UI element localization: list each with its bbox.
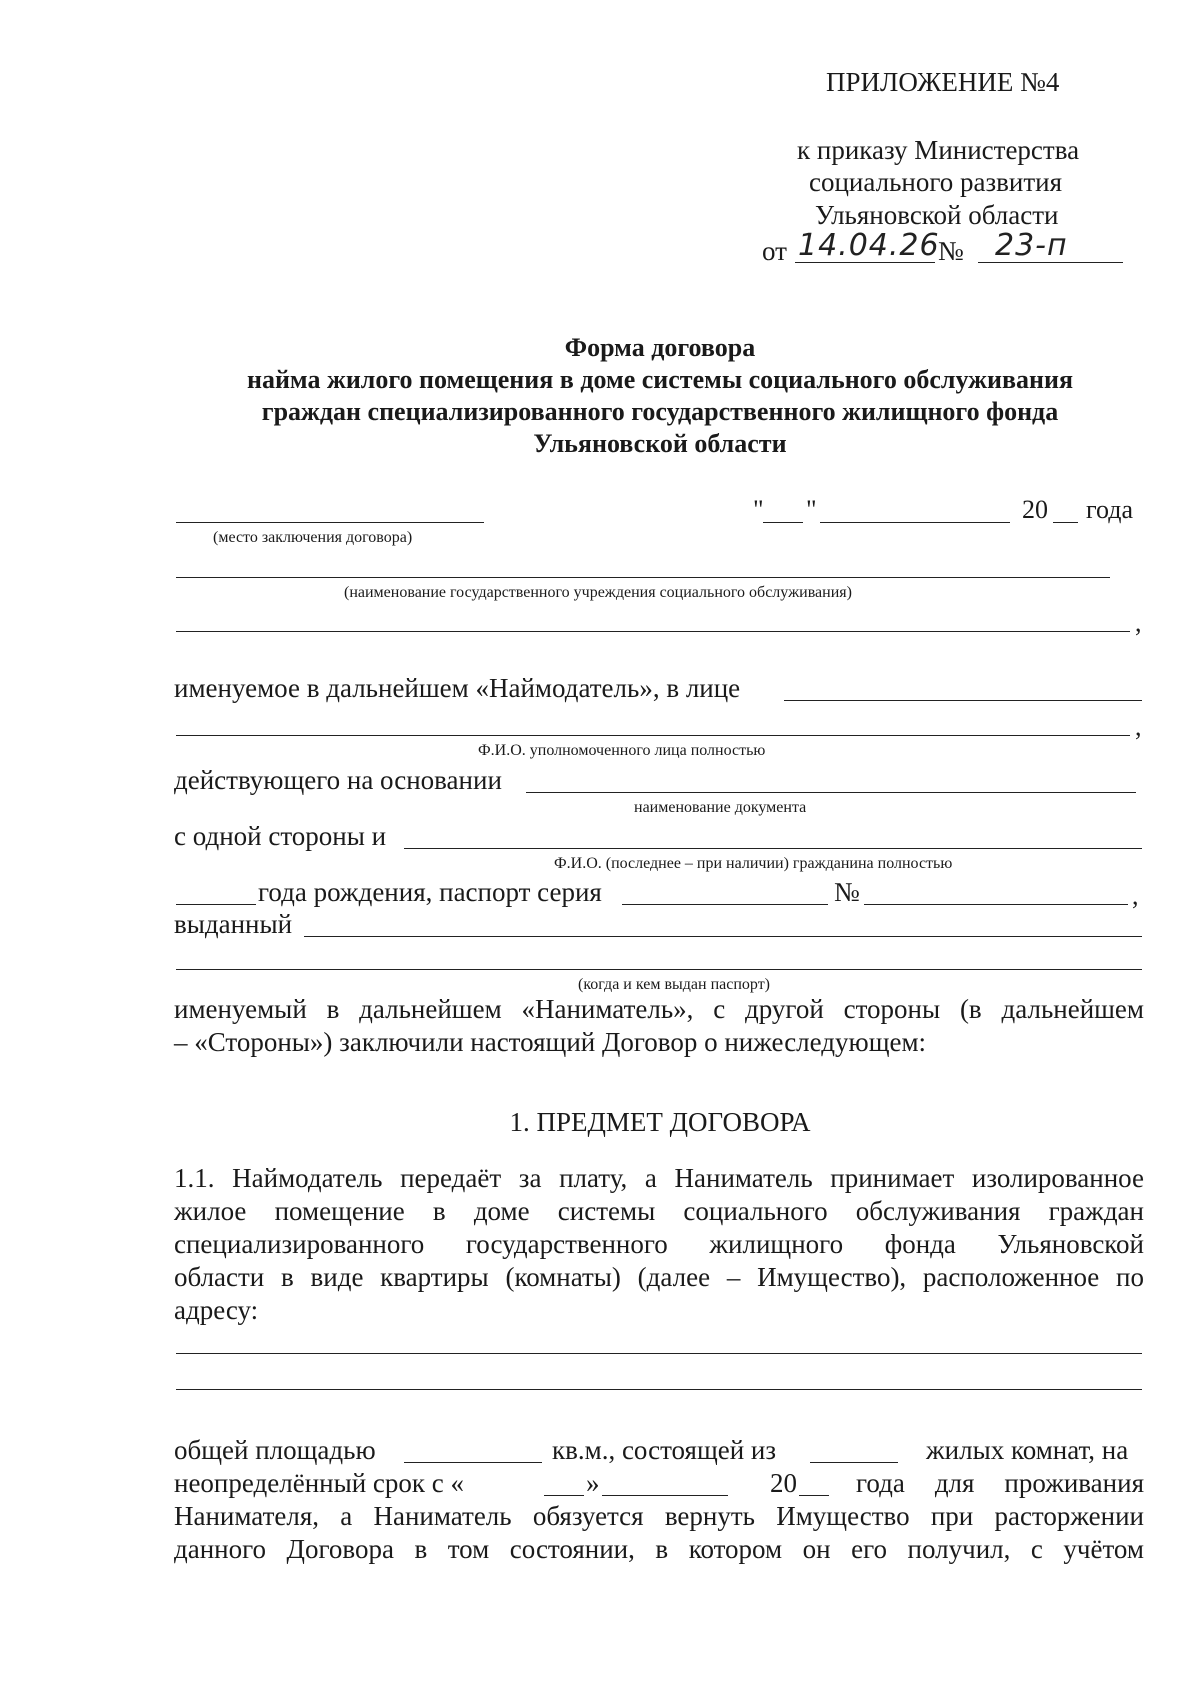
- section-1-heading: 1. ПРЕДМЕТ ДОГОВОРА: [509, 1107, 811, 1137]
- place-caption: (место заключения договора): [213, 529, 413, 546]
- number-underline: [978, 262, 1123, 263]
- issued-text: выданный: [174, 909, 293, 939]
- date-quote-open: ": [753, 495, 764, 524]
- passport-caption: (когда и кем выдан паспорт): [578, 976, 771, 993]
- passport-issued-field-2[interactable]: [176, 969, 1142, 970]
- term-year-prefix: 20: [770, 1468, 797, 1498]
- rooms-label: жилых комнат, на: [926, 1435, 1129, 1465]
- institution-caption: (наименование государственного учреждения социального обслуживания): [344, 584, 852, 601]
- order-line-1: к приказу Министерства: [797, 135, 1080, 165]
- term-day-field[interactable]: [544, 1495, 584, 1496]
- passport-number-sign: №: [834, 877, 860, 907]
- basis-document-field[interactable]: [526, 792, 1136, 793]
- section-1-p2-line-4: данного Договора в том состоянии, в котором он его получил, с учётом: [174, 1534, 1144, 1564]
- institution-field-2[interactable]: [176, 631, 1130, 632]
- handwritten-number: 23-п: [995, 228, 1068, 263]
- section-1-p1-line-3: специализированного государственного жилищного фонда Ульяновской: [174, 1229, 1144, 1259]
- institution-field[interactable]: [176, 577, 1110, 578]
- year-field[interactable]: [1053, 522, 1078, 523]
- handwritten-date: 14.04.26: [798, 228, 940, 263]
- citizen-caption: Ф.И.О. (последнее – при наличии) гражданина полностью: [554, 855, 953, 872]
- order-line-2: социального развития: [809, 167, 1063, 197]
- section-1-p2-line-3: Нанимателя, а Наниматель обязуется вернуть Имущество при расторжении: [174, 1501, 1144, 1531]
- section-1-p1-line-5: адресу:: [174, 1295, 259, 1325]
- area-field[interactable]: [404, 1462, 542, 1463]
- passport-issued-field[interactable]: [304, 936, 1142, 937]
- section-1-p1-line-1: 1.1. Наймодатель передаёт за плату, а Наниматель принимает изолированное: [174, 1163, 1144, 1193]
- order-line-3: Ульяновской области: [815, 200, 1059, 230]
- rooms-field[interactable]: [810, 1462, 898, 1463]
- year-suffix: года: [1086, 495, 1134, 524]
- place-field[interactable]: [176, 522, 484, 523]
- citizen-name-field[interactable]: [404, 848, 1142, 849]
- representative-field[interactable]: [784, 700, 1142, 701]
- section-1-p1-line-2: жилое помещение в доме системы социального обслуживания граждан: [174, 1196, 1144, 1226]
- comma-1: ,: [1135, 608, 1142, 637]
- term-quote-close: »: [586, 1468, 600, 1498]
- number-label: №: [938, 236, 964, 266]
- landlord-text: именуемое в дальнейшем «Наймодатель», в лице: [174, 673, 741, 703]
- passport-series-field[interactable]: [622, 904, 828, 905]
- birth-text: года рождения, паспорт серия: [258, 877, 602, 907]
- tenant-line-2: – «Стороны») заключили настоящий Договор о нижеследующем:: [174, 1027, 927, 1057]
- year-prefix: 20: [1022, 495, 1048, 524]
- appendix-title: ПРИЛОЖЕНИЕ №4: [826, 67, 1060, 97]
- title-line-3: граждан специализированного государственного жилищного фонда: [261, 397, 1059, 426]
- comma-2: ,: [1135, 712, 1142, 741]
- representative-field-2[interactable]: [176, 735, 1130, 736]
- term-year-field[interactable]: [799, 1495, 829, 1496]
- title-line-4: Ульяновской области: [533, 429, 787, 458]
- address-field-2[interactable]: [176, 1389, 1142, 1390]
- acting-text: действующего на основании: [174, 765, 502, 795]
- area-label: общей площадью: [174, 1435, 376, 1465]
- passport-number-field[interactable]: [864, 904, 1128, 905]
- term-year-suffix: года для проживания: [856, 1468, 1144, 1498]
- date-underline: [795, 262, 935, 263]
- title-line-2: найма жилого помещения в доме системы социального обслуживания: [246, 365, 1074, 394]
- month-field[interactable]: [820, 522, 1010, 523]
- document-caption: наименование документа: [634, 799, 807, 816]
- section-1-p1-line-4: области в виде квартиры (комнаты) (далее – Имущество), расположенное по: [174, 1262, 1144, 1292]
- date-quote-close: ": [806, 495, 817, 524]
- from-label: от: [762, 236, 787, 266]
- term-month-field[interactable]: [602, 1495, 728, 1496]
- day-field[interactable]: [763, 522, 803, 523]
- address-field[interactable]: [176, 1353, 1142, 1354]
- one-side-text: с одной стороны и: [174, 821, 387, 851]
- sqm-label: кв.м., состоящей из: [552, 1435, 777, 1465]
- representative-caption: Ф.И.О. уполномоченного лица полностью: [478, 742, 766, 759]
- title-line-1: Форма договора: [564, 333, 756, 362]
- tenant-line-1: именуемый в дальнейшем «Наниматель», с другой стороны (в дальнейшем: [174, 994, 1144, 1024]
- comma-3: ,: [1132, 881, 1139, 910]
- term-label: неопределённый срок с «: [174, 1468, 465, 1498]
- birth-year-field[interactable]: [176, 904, 256, 905]
